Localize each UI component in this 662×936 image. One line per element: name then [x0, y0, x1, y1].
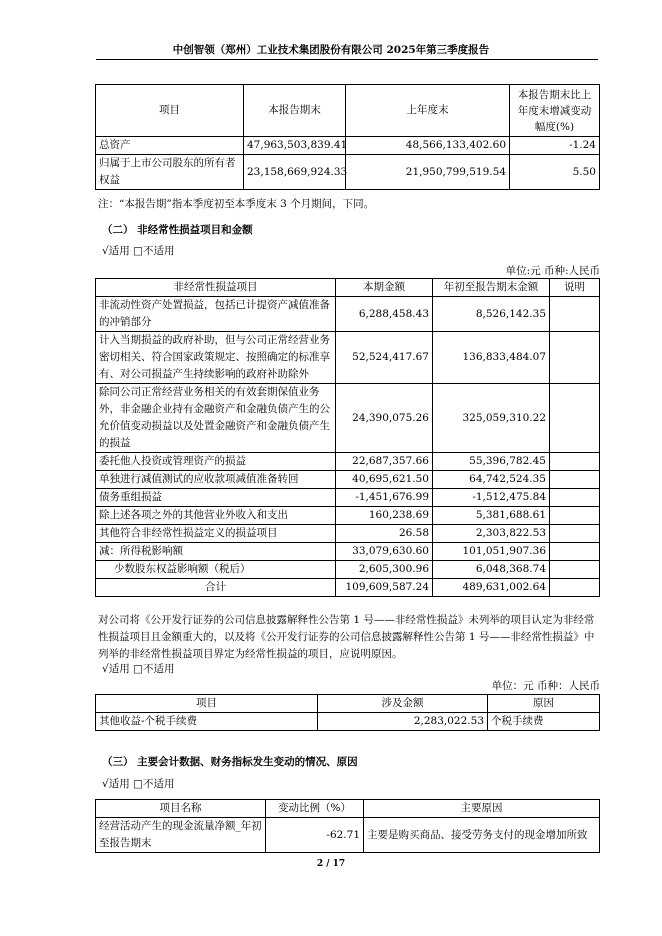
- table1-header-prior: 上年度末: [346, 85, 510, 137]
- row-reason: 主要是购买商品、接受劳务支付的现金增加所致: [364, 818, 600, 853]
- row-value: 55,396,782.45: [433, 453, 550, 471]
- row-label: 单独进行减值测试的应收款项减值准备转回: [96, 471, 336, 489]
- row-value: 489,631,002.64: [433, 579, 550, 597]
- row-label: 其他符合非经常性损益定义的损益项目: [96, 525, 336, 543]
- row-value: -1,451,676.99: [336, 489, 433, 507]
- row-note: [550, 471, 600, 489]
- row-value: 26.58: [336, 525, 433, 543]
- row-label: 除同公司正常经营业务相关的有效套期保值业务外，非金融企业持有金融资产和金融负债产生的公允价值变动损益以及处置金融资产和金融负债产生的损益: [96, 384, 336, 453]
- row-value: -1.24: [510, 137, 600, 155]
- table-row: [96, 525, 600, 543]
- table2-header-note: 说明: [550, 279, 600, 297]
- table-row: [96, 543, 600, 561]
- row-value: 325,059,310.22: [433, 384, 550, 453]
- table-row: [96, 384, 600, 453]
- row-note: [550, 543, 600, 561]
- row-label: 总资产: [96, 137, 244, 155]
- row-label: 委托他人投资或管理资产的损益: [96, 453, 336, 471]
- row-value: 47,963,503,839.41: [244, 137, 346, 155]
- table1-header-change: 本报告期末比上年度末增减变动幅度(%): [510, 85, 600, 137]
- section-2-title: （二） 非经常性损益项目和金额: [102, 224, 253, 236]
- section-3-title: （三） 主要会计数据、财务指标发生变动的情况、原因: [102, 756, 358, 768]
- applicable-checkbox-2: √适用 □不适用: [102, 663, 175, 675]
- row-value: 22,687,357.66: [336, 453, 433, 471]
- row-value: -62.71: [266, 818, 364, 853]
- table1-header-current: 本报告期末: [244, 85, 346, 137]
- row-value: 109,609,587.24: [336, 579, 433, 597]
- unit-label-1: 单位:元 币种:人民币: [505, 265, 600, 277]
- row-label: 除上述各项之外的其他营业外收入和支出: [96, 507, 336, 525]
- table-row: [96, 471, 600, 489]
- row-label: 计入当期损益的政府补助，但与公司正常经营业务密切相关、符合国家政策规定、按照确定的标准享有、对公司损益产生持续影响的政府补助除外: [96, 332, 336, 384]
- row-label: 减：所得税影响额: [96, 543, 336, 561]
- row-value: 23,158,669,924.33: [244, 155, 346, 190]
- table4-header-reason: 主要原因: [364, 800, 600, 818]
- applicable-checkbox-1: √适用 □不适用: [102, 245, 175, 257]
- table2-header-ytd: 年初至报告期末金额: [433, 279, 550, 297]
- table-row: [96, 137, 600, 155]
- table3-header-amount: 涉及金额: [318, 695, 488, 713]
- major-changes-table: [95, 799, 600, 853]
- table-row: [96, 297, 600, 332]
- row-note: [550, 332, 600, 384]
- header-divider: [96, 59, 598, 60]
- row-note: [550, 507, 600, 525]
- table3-header-item: 项目: [96, 695, 318, 713]
- row-value: 24,390,075.26: [336, 384, 433, 453]
- page-header: 中创智领（郑州）工业技术集团股份有限公司 2025年第三季度报告: [172, 44, 490, 56]
- table-row: [96, 713, 600, 731]
- row-label: 少数股东权益影响额（税后）: [96, 561, 336, 579]
- row-note: [550, 453, 600, 471]
- row-value: 5.50: [510, 155, 600, 190]
- row-value: -1,512,475.84: [433, 489, 550, 507]
- nonrecurring-items-table: [95, 278, 600, 597]
- row-label: 非流动性资产处置损益，包括已计提资产减值准备的冲销部分: [96, 297, 336, 332]
- explanation-paragraph: 对公司将《公开发行证券的公司信息披露解释性公告第 1 号——非经常性损益》未列举的项目认定为非经常性损益项目且金额重大的，以及将《公开发行证券的公司信息披露解释性公告第 1 号——非经常性损益》中列举的非经常性损益项目界定为经常性损益的项目，应说明原因。: [98, 614, 595, 660]
- table-row: [96, 579, 600, 597]
- row-value: 160,238.69: [336, 507, 433, 525]
- row-note: [550, 297, 600, 332]
- page-number: 2 / 17: [316, 859, 346, 869]
- row-value: 8,526,142.35: [433, 297, 550, 332]
- row-value: 101,051,907.36: [433, 543, 550, 561]
- table-row: [96, 561, 600, 579]
- row-note: [550, 579, 600, 597]
- table4-header-name: 项目名称: [96, 800, 266, 818]
- table1-header-item: 项目: [96, 85, 244, 137]
- note-reporting-period: 注：“本报告期”指本季度初至本季度末 3 个月期间，下同。: [98, 198, 375, 210]
- row-value: 2,605,300.96: [336, 561, 433, 579]
- row-note: [550, 489, 600, 507]
- row-value: 6,288,458.43: [336, 297, 433, 332]
- row-value: 5,381,688.61: [433, 507, 550, 525]
- table-row: [96, 453, 600, 471]
- table3-header-reason: 原因: [488, 695, 600, 713]
- table-row: [96, 155, 600, 190]
- row-value: 6,048,368.74: [433, 561, 550, 579]
- row-value: 136,833,484.07: [433, 332, 550, 384]
- row-value: 64,742,524.35: [433, 471, 550, 489]
- row-label: 经营活动产生的现金流量净额_年初至报告期末: [96, 818, 266, 853]
- row-label: 其他收益-个税手续费: [96, 713, 318, 731]
- row-label: 合计: [96, 579, 336, 597]
- table2-header-item: 非经常性损益项目: [96, 279, 336, 297]
- row-value: 2,303,822.53: [433, 525, 550, 543]
- table-row: [96, 332, 600, 384]
- table4-header-ratio: 变动比例（%）: [266, 800, 364, 818]
- row-reason: 个税手续费: [488, 713, 600, 731]
- row-note: [550, 525, 600, 543]
- row-label: 债务重组损益: [96, 489, 336, 507]
- row-value: 40,695,621.50: [336, 471, 433, 489]
- table2-header-current: 本期金额: [336, 279, 433, 297]
- row-value: 52,524,417.67: [336, 332, 433, 384]
- row-value: 48,566,133,402.60: [346, 137, 510, 155]
- row-value: 33,079,630.60: [336, 543, 433, 561]
- other-income-table: [95, 694, 600, 731]
- row-value: 21,950,799,519.54: [346, 155, 510, 190]
- row-label: 归属于上市公司股东的所有者权益: [96, 155, 244, 190]
- row-value: 2,283,022.53: [318, 713, 488, 731]
- applicable-checkbox-3: √适用 □不适用: [102, 778, 175, 790]
- row-note: [550, 561, 600, 579]
- unit-label-2: 单位：元 币种：人民币: [491, 680, 600, 692]
- table-row: [96, 507, 600, 525]
- row-note: [550, 384, 600, 453]
- table-row: [96, 818, 600, 853]
- balance-summary-table: [95, 84, 600, 190]
- table-row: [96, 489, 600, 507]
